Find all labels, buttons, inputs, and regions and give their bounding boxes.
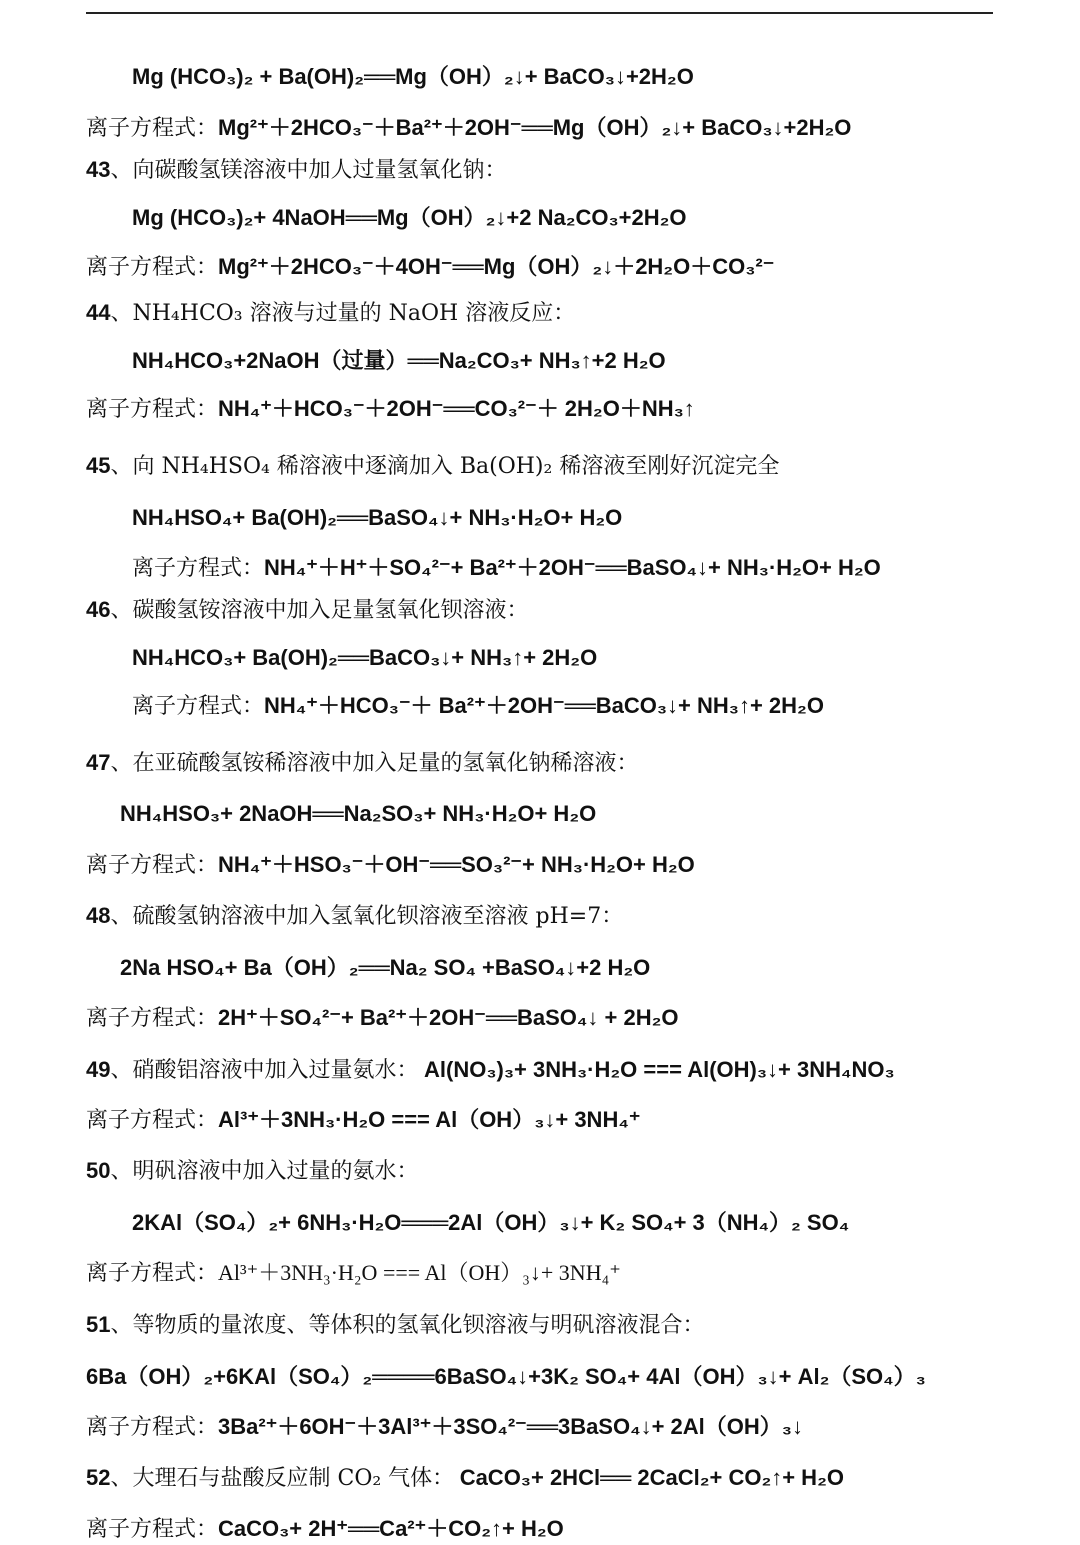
section-separator: 、 xyxy=(110,301,133,326)
chemical-equation: Al(NO₃)₃+ 3NH₃·H₂O === Al(OH)₃↓+ 3NH₄NO₃ xyxy=(424,1057,895,1082)
chemical-equation: Mg (HCO₃)₂ + Ba(OH)₂══Mg（OH）₂↓+ BaCO₃↓+2H₂O xyxy=(132,64,694,89)
ionic-equation-label: 离子方程式： xyxy=(132,556,265,581)
ionic-equation-line xyxy=(86,1412,803,1443)
ionic-equation-label: 离子方程式： xyxy=(86,255,219,280)
section-separator: 、 xyxy=(110,1466,133,1491)
ionic-equation: CaCO₃+ 2H⁺══Ca²⁺＋CO₂↑+ H₂O xyxy=(218,1516,564,1541)
chemical-equation: 2Na HSO₄+ Ba（OH）₂══Na₂ SO₄ +BaSO₄↓+2 H₂O xyxy=(120,955,651,980)
section-number: 46 xyxy=(86,597,111,622)
chemical-equation-line xyxy=(132,62,694,92)
chemical-equation-line xyxy=(132,203,687,233)
header-rule xyxy=(86,12,993,14)
section-number: 52 xyxy=(86,1465,111,1490)
section-title: 等物质的量浓度、等体积的氢氧化钡溶液与明矾溶液混合： xyxy=(132,1313,705,1338)
section-title: 明矾溶液中加入过量的氨水： xyxy=(132,1159,419,1184)
chemical-equation-line xyxy=(120,799,596,829)
chemical-equation-line xyxy=(86,1362,926,1392)
chemical-equation: NH₄HSO₄+ Ba(OH)₂══BaSO₄↓+ NH₃·H₂O+ H₂O xyxy=(132,505,623,530)
ionic-equation: NH₄⁺＋HSO₃⁻＋OH⁻══SO₃²⁻+ NH₃·H₂O+ H₂O xyxy=(218,852,695,877)
chemical-equation-line xyxy=(132,1208,849,1238)
ionic-equation-label: 离子方程式： xyxy=(132,694,265,719)
section-title: NH₄HCO₃ 溶液与过量的 NaOH 溶液反应： xyxy=(132,301,576,326)
section-heading xyxy=(86,1463,844,1494)
section-title: 大理石与盐酸反应制 CO₂ 气体： xyxy=(132,1466,455,1491)
ionic-equation-label: 离子方程式： xyxy=(86,1108,219,1133)
ionic-equation: Al³⁺＋3NH₃·H₂O === Al（OH）₃↓+ 3NH₄⁺ xyxy=(218,1260,621,1285)
ionic-equation: Mg²⁺＋2HCO₃⁻＋4OH⁻══Mg（OH）₂↓＋2H₂O＋CO₃²⁻ xyxy=(218,254,775,279)
section-number: 43 xyxy=(86,157,111,182)
section-heading xyxy=(86,155,507,186)
ionic-equation-line xyxy=(132,691,824,722)
ionic-equation-label: 离子方程式： xyxy=(86,397,219,422)
ionic-equation: Mg²⁺＋2HCO₃⁻＋Ba²⁺＋2OH⁻══Mg（OH）₂↓+ BaCO₃↓+2H₂O xyxy=(218,115,852,140)
ionic-equation: 2H⁺＋SO₄²⁻+ Ba²⁺＋2OH⁻══BaSO₄↓ + 2H₂O xyxy=(218,1005,679,1030)
section-separator: 、 xyxy=(110,158,133,183)
chemical-equation: NH₄HCO₃+2NaOH（过量）══Na₂CO₃+ NH₃↑+2 H₂O xyxy=(132,348,666,373)
section-heading xyxy=(86,1156,419,1187)
ionic-equation-label: 离子方程式： xyxy=(86,1261,219,1286)
section-title: 在亚硫酸氢铵稀溶液中加入足量的氢氧化钠稀溶液： xyxy=(132,751,639,776)
ionic-equation-line xyxy=(86,1258,621,1289)
section-heading xyxy=(86,901,623,932)
chemical-equation-line xyxy=(132,503,622,533)
section-title: 向碳酸氢镁溶液中加人过量氢氧化钠： xyxy=(132,158,507,183)
section-separator: 、 xyxy=(110,1159,133,1184)
section-separator: 、 xyxy=(110,598,133,623)
section-separator: 、 xyxy=(110,1313,133,1338)
section-number: 49 xyxy=(86,1057,111,1082)
section-separator: 、 xyxy=(110,751,133,776)
chemical-equation: NH₄HSO₃+ 2NaOH══Na₂SO₃+ NH₃·H₂O+ H₂O xyxy=(120,801,597,826)
ionic-equation-label: 离子方程式： xyxy=(86,116,219,141)
chemical-equation-line xyxy=(120,953,650,983)
ionic-equation-label: 离子方程式： xyxy=(86,853,219,878)
section-heading xyxy=(86,748,639,779)
ionic-equation: NH₄⁺＋H⁺＋SO₄²⁻+ Ba²⁺＋2OH⁻══BaSO₄↓+ NH₃·H₂O+ H₂O xyxy=(264,555,881,580)
chemical-equation: Mg (HCO₃)₂+ 4NaOH══Mg（OH）₂↓+2 Na₂CO₃+2H₂O xyxy=(132,205,687,230)
chemical-equation: NH₄HCO₃+ Ba(OH)₂══BaCO₃↓+ NH₃↑+ 2H₂O xyxy=(132,645,598,670)
section-title: 碳酸氢铵溶液中加入足量氢氧化钡溶液： xyxy=(132,598,529,623)
section-heading xyxy=(86,1310,705,1341)
ionic-equation-line xyxy=(86,850,695,881)
section-number: 47 xyxy=(86,750,111,775)
section-heading xyxy=(86,451,779,482)
ionic-equation-line xyxy=(86,113,851,144)
ionic-equation-line xyxy=(86,252,774,283)
ionic-equation: NH₄⁺＋HCO₃⁻＋2OH⁻══CO₃²⁻＋ 2H₂O＋NH₃↑ xyxy=(218,396,695,421)
ionic-equation: Al³⁺＋3NH₃·H₂O === Al（OH）₃↓+ 3NH₄⁺ xyxy=(218,1107,641,1132)
ionic-equation-line xyxy=(86,394,695,425)
section-number: 45 xyxy=(86,453,111,478)
section-separator: 、 xyxy=(110,1058,133,1083)
ionic-equation-label: 离子方程式： xyxy=(86,1415,219,1440)
section-number: 44 xyxy=(86,300,111,325)
section-separator: 、 xyxy=(110,904,133,929)
ionic-equation-line xyxy=(86,1514,564,1545)
ionic-equation-line xyxy=(86,1105,640,1136)
chemical-equation: 6Ba（OH）₂+6KAl（SO₄）₂════6BaSO₄↓+3K₂ SO₄+ 4Al（OH）₃↓+ Al₂（SO₄）₃ xyxy=(86,1364,926,1389)
section-title: 硫酸氢钠溶液中加入氢氧化钡溶液至溶液 pH=7： xyxy=(132,904,624,929)
chemical-equation: 2KAl（SO₄）₂+ 6NH₃·H₂O═══2Al（OH）₃↓+ K₂ SO₄+ 3（NH₄）₂ SO₄ xyxy=(132,1210,850,1235)
ionic-equation: NH₄⁺＋HCO₃⁻＋ Ba²⁺＋2OH⁻══BaCO₃↓+ NH₃↑+ 2H₂O xyxy=(264,693,824,718)
section-heading xyxy=(86,595,529,626)
section-title: 向 NH₄HSO₄ 稀溶液中逐滴加入 Ba(OH)₂ 稀溶液至刚好沉淀完全 xyxy=(132,454,780,479)
section-separator: 、 xyxy=(110,454,133,479)
section-number: 48 xyxy=(86,903,111,928)
ionic-equation-line xyxy=(132,553,881,584)
chemical-equation-line xyxy=(132,346,666,376)
section-heading xyxy=(86,1055,895,1086)
chemical-equation: CaCO₃+ 2HCl══ 2CaCl₂+ CO₂↑+ H₂O xyxy=(459,1465,844,1490)
ionic-equation-label: 离子方程式： xyxy=(86,1517,219,1542)
section-title: 硝酸铝溶液中加入过量氨水： xyxy=(132,1058,419,1083)
section-number: 51 xyxy=(86,1312,111,1337)
chemical-equation-line xyxy=(132,643,597,673)
ionic-equation: 3Ba²⁺＋6OH⁻＋3Al³⁺＋3SO₄²⁻══3BaSO₄↓+ 2Al（OH）₃↓ xyxy=(218,1414,803,1439)
section-number: 50 xyxy=(86,1158,111,1183)
ionic-equation-line xyxy=(86,1003,678,1034)
section-heading xyxy=(86,298,575,329)
ionic-equation-label: 离子方程式： xyxy=(86,1006,219,1031)
